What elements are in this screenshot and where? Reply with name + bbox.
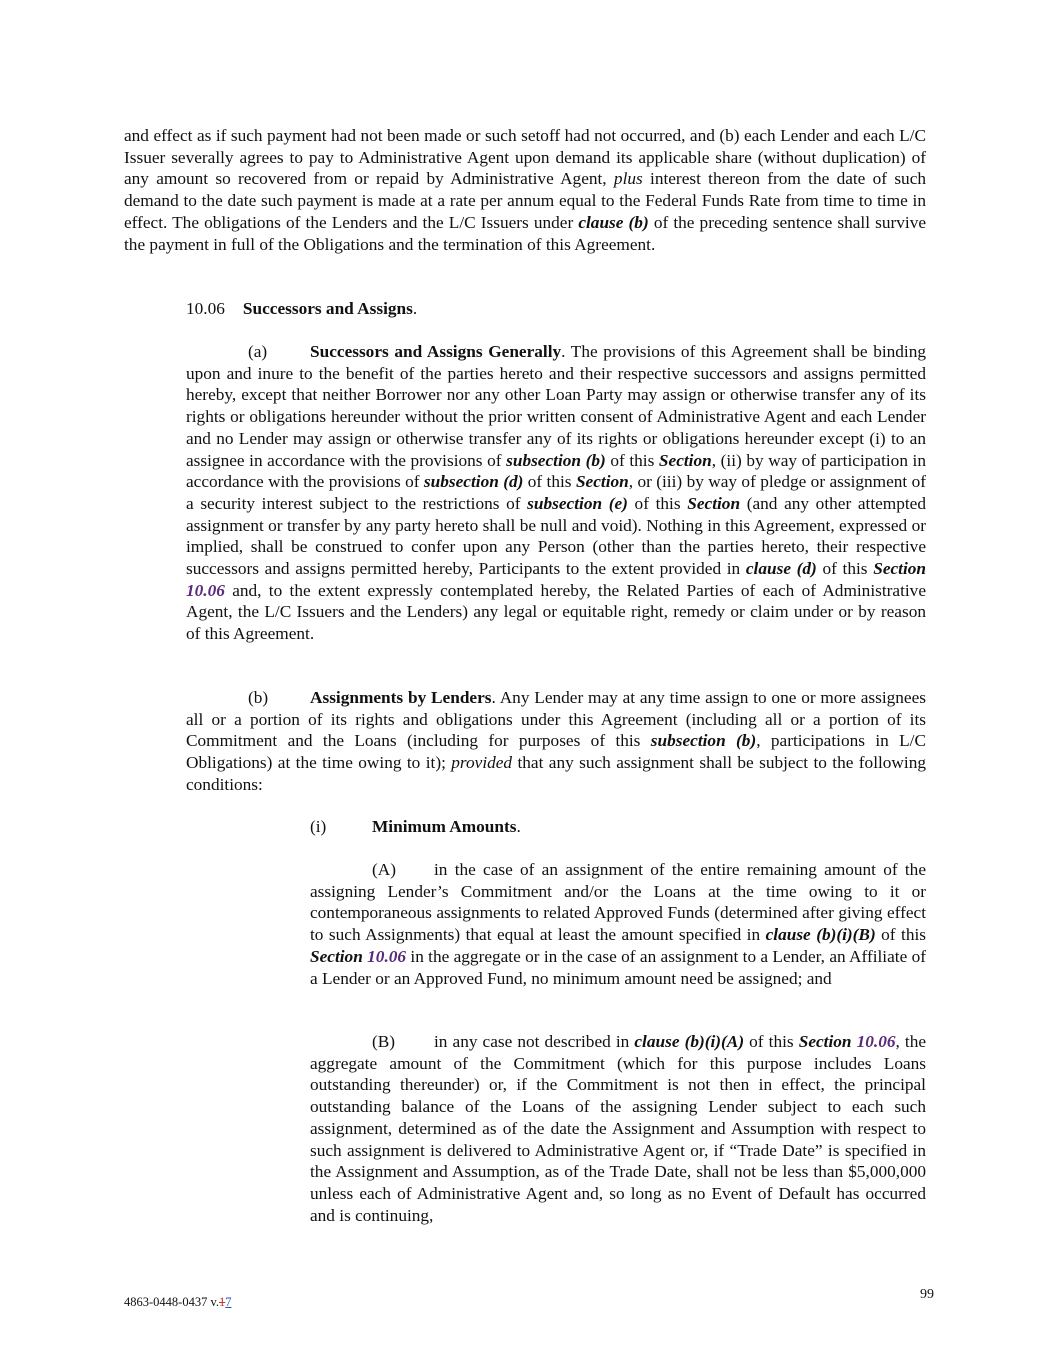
subsection-reference: subsection (e) [527, 493, 628, 513]
clause-reference: clause (b)(i)(B) [765, 925, 876, 945]
section-number-link: 10.06 [367, 946, 407, 966]
page-number: 99 [920, 1287, 934, 1302]
section-reference: Section [798, 1032, 852, 1051]
clause-reference: clause (b) [578, 212, 649, 232]
paragraph-heading: Minimum Amounts [372, 817, 517, 836]
clause-reference: clause (d) [745, 559, 817, 579]
section-reference: Section [310, 946, 363, 966]
section-reference: Section [873, 559, 927, 579]
paragraph-label: (b) [248, 688, 269, 707]
clause-reference: clause (b)(i)(A) [634, 1032, 745, 1051]
section-reference: Section [658, 450, 712, 470]
paragraph-heading: Successors and Assigns Generally [310, 342, 562, 361]
text: interest thereon from the date of such demand to the date such payment is made at a rate per annum equal to the Federal Funds Rate from time to time in effect. The obligations of the Lenders and the L/C Issuers under [124, 169, 926, 232]
emphasis-text: plus [613, 169, 643, 189]
subsection-reference: subsection (d) [423, 472, 524, 492]
section-number: 10.06 [186, 299, 225, 318]
subsection-reference: subsection (b) [650, 731, 757, 751]
paragraph-heading: Assignments by Lenders [310, 688, 492, 707]
paragraph-label: (B) [372, 1032, 396, 1051]
emphasis-text: provided [451, 753, 513, 773]
section-reference: Section [687, 493, 741, 513]
inserted-version: 7 [225, 1295, 232, 1309]
paragraph-label: (a) [248, 342, 268, 361]
paragraph-label: (A) [372, 860, 396, 879]
section-heading: 10.06 Successors and Assigns. [186, 299, 418, 318]
text: of the preceding sentence shall survive the payment in full of the Obligations and the termination of this Agreement. [124, 212, 927, 254]
deleted-version: 1 [219, 1295, 226, 1309]
section-number-link: 10.06 [186, 580, 225, 600]
clause-A: (A) in the case of an assignment of the entire remaining amount of the assigning Lender’s Commitment and/or the Loans at the time owing to it or contemporaneous assignments to related Approved Funds (determined after giving effect to such Assignments) that equal at least the amount specified in clause (b)(i)(B) of this Section 10.06 in the aggregate or in the case of an assignment to a Lender, an Affiliate of a Lender or an Approved Fund, no minimum amount need be assigned; and [310, 860, 927, 988]
paragraph-a: (a) Successors and Assigns Generally. The provisions of this Agreement shall be binding upon and inure to the benefit of the parties hereto and their respective successors and assigns permitted hereby, except that neither Borrower nor any other Loan Party may assign or otherwise transfer any of its rights or obligations hereunder without the prior written consent of Administrative Agent and each Lender and no Lender may assign or otherwise transfer any of its rights or obligations hereunder except (i) to an assignee in accordance with the provisions of subsection (b) of this Section, (ii) by way of participation in accordance with the provisions of subsection (d) of this Section, or (iii) by way of pledge or assignment of a security interest subject to the restrictions of subsection (e) of this Section (and any other attempted assignment or transfer by any party hereto shall be null and void). Nothing in this Agreement, expressed or implied, shall be construed to confer upon any Person (other than the parties hereto, their respective successors and assigns permitted hereby, Participants to the extent provided in clause (d) of this Section 10.06 and, to the extent expressly contemplated hereby, the Related Parties of each of Administrative Agent, the L/C Issuers and the Lenders) any legal or equitable right, remedy or claim under or by reason of this Agreement. [186, 342, 927, 644]
text: and effect as if such payment had not been made or such setoff had not occurred, and (b) each Lender and each L/C Issuer severally agrees to pay to Administrative Agent upon demand its applicable share (without duplication) of any amount so recovered from or repaid by Administrative Agent, [124, 126, 926, 189]
section-reference: Section [575, 472, 629, 492]
paragraph-continuation [124, 125, 926, 255]
subsection-reference: subsection (b) [506, 450, 606, 470]
paragraph-label: (i) [310, 817, 327, 836]
document-id: 4863-0448-0437 v.17 [124, 1295, 232, 1309]
section-title: Successors and Assigns [242, 299, 413, 318]
section-number-link: 10.06 [856, 1032, 896, 1051]
subparagraph-i-heading: (i) Minimum Amounts. [310, 817, 521, 836]
clause-B: (B) in any case not described in clause (b)(i)(A) of this Section 10.06, the aggregate amount of the Commitment (which for this purpose includes Loans outstanding thereunder) or, if the Commitment is not then in effect, the principal outstanding balance of the Loans of the assigning Lender subject to each such assignment, determined as of the date the Assignment and Assumption with respect to such assignment is delivered to Administrative Agent or, if “Trade Date” is specified in the Assignment and Assumption, as of the Trade Date, shall not be less than $5,000,000 unless each of Administrative Agent and, so long as no Event of Default has occurred and is continuing, [310, 1032, 927, 1225]
paragraph-b: (b) Assignments by Lenders. Any Lender may at any time assign to one or more assignees all or a portion of its rights and obligations under this Agreement (including all or a portion of its Commitment and the Loans (including for purposes of this subsection (b), participations in L/C Obligations) at the time owing to it); provided that any such assignment shall be subject to the following conditions: [186, 688, 927, 794]
